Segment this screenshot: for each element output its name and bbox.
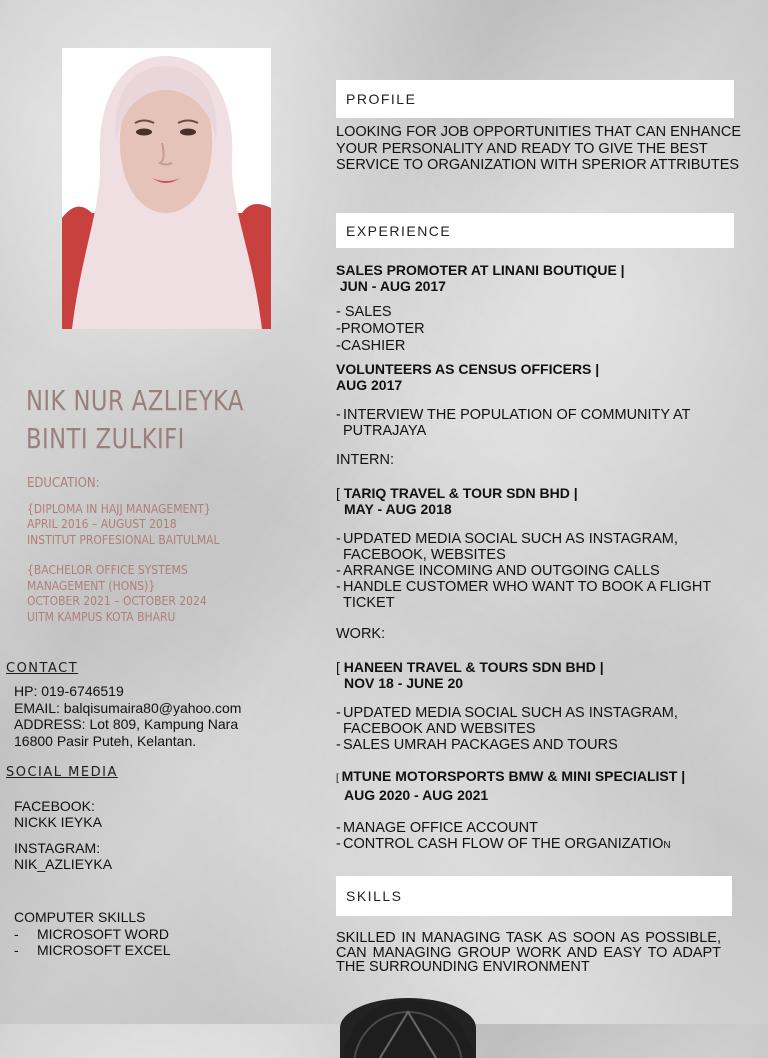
dash-bullet: - [336, 563, 341, 579]
profile-text: LOOKING FOR JOB OPPORTUNITIES THAT CAN ENHANCE YOUR PERSONALITY AND READY TO GIVE THE BEST SERVICE TO ORGANIZATION WITH SPERIOR ATTRIBUTES [336, 124, 741, 173]
education-line: {BACHELOR OFFICE SYSTEMS [27, 563, 188, 577]
experience-date: JUN - AUG 2017 [336, 278, 446, 294]
duty-item [336, 579, 751, 611]
skills-text: SKILLED IN MANAGING TASK AS SOON AS POSSIBLE, CAN MANAGING GROUP WORK AND EASY TO ADAPT THE SURROUNDING ENVIRONMENT [336, 930, 721, 975]
contact-email: EMAIL: balqisumaira80@yahoo.com [14, 699, 242, 716]
experience-entry-mtune [336, 768, 751, 803]
experience-title [336, 485, 751, 501]
computer-skills [14, 909, 171, 959]
computer-skill-text: MICROSOFT EXCEL [37, 942, 171, 958]
experience-date: MAY - AUG 2018 [344, 501, 452, 517]
dash-bullet: - [14, 925, 19, 942]
experience-company: MTUNE MOTORSPORTS BMW & MINI SPECIALIST | [341, 768, 686, 784]
name-line-1: NIK NUR AZLIEYKA [26, 384, 244, 417]
duty-item: - SALES [336, 304, 392, 320]
duty-item [336, 836, 751, 854]
experience-company: TARIQ TRAVEL & TOUR SDN BHD | [343, 485, 578, 501]
duty-text: MANAGE OFFICE ACCOUNT [343, 820, 538, 836]
duty-item [336, 407, 751, 439]
experience-duties-mtune [336, 820, 751, 854]
duty-item [336, 737, 751, 753]
bracket: [ [336, 659, 344, 675]
education-line: {DIPLOMA IN HAJJ MANAGEMENT} [27, 501, 211, 516]
duty-item: -CASHIER [336, 338, 406, 354]
bracket: [ [336, 485, 344, 501]
duty-text: HANDLE CUSTOMER WHO WANT TO BOOK A FLIGHT TICKET [343, 579, 711, 611]
experience-entry-tariq [336, 485, 751, 517]
contact-details [14, 683, 274, 749]
duty-text [343, 836, 671, 854]
experience-entry-haneen [336, 659, 751, 691]
profile-photo [62, 48, 271, 329]
instagram-group [14, 840, 274, 872]
dash-bullet: - [336, 737, 341, 753]
dash-bullet: - [336, 705, 341, 721]
education-line: MANAGEMENT (HONS)} [27, 578, 156, 593]
education-line: UITM KAMPUS KOTA BHARU [27, 609, 176, 624]
computer-skill-item [14, 926, 171, 943]
contact-address-line-1: ADDRESS: Lot 809, Kampung Nara [14, 716, 239, 732]
bracket: [ [336, 773, 342, 784]
education-line: APRIL 2016 – AUGUST 2018 [27, 517, 177, 531]
duty-text: INTERVIEW THE POPULATION OF COMMUNITY AT PUTRAJAYA [343, 407, 691, 439]
experience-company: HANEEN TRAVEL & TOURS SDN BHD | [343, 659, 604, 675]
facebook-value: NICKK IEYKA [14, 814, 102, 830]
education-section [27, 476, 317, 640]
duty-text: UPDATED MEDIA SOCIAL SUCH AS INSTAGRAM, FACEBOOK AND WEBSITES [343, 705, 678, 737]
duty-text: ARRANGE INCOMING AND OUTGOING CALLS [343, 563, 660, 579]
name-line-2: BINTI ZULKIFI [26, 422, 185, 455]
contact-address-line-2: 16800 Pasir Puteh, Kelantan. [14, 732, 197, 749]
experience-list [336, 262, 751, 854]
duty-item [336, 705, 751, 737]
education-entry-diploma [27, 502, 317, 549]
education-entry-bachelor [27, 563, 317, 625]
work-label: WORK: [336, 626, 386, 642]
experience-title: VOLUNTEERS AS CENSUS OFFICERS | [336, 361, 600, 377]
portrait-illustration [62, 48, 271, 329]
dash-bullet: - [336, 836, 341, 852]
experience-heading: EXPERIENCE [336, 213, 734, 248]
experience-title [336, 768, 751, 787]
education-line: OCTOBER 2021 – OCTOBER 2024 [27, 594, 207, 608]
social-media-title: SOCIAL MEDIA [6, 765, 118, 780]
experience-duties-linani [336, 304, 751, 355]
experience-entry-linani [336, 262, 751, 294]
dash-bullet: - [336, 531, 341, 547]
experience-duties-haneen [336, 705, 751, 753]
duty-text: SALES UMRAH PACKAGES AND TOURS [343, 737, 618, 753]
duty-item: -PROMOTER [336, 321, 425, 337]
computer-skill-text: MICROSOFT WORD [37, 925, 169, 942]
duty-text-main: CONTROL CASH FLOW OF THE ORGANIZATIO [343, 836, 664, 852]
badge-graphic [340, 998, 476, 1058]
experience-title: SALES PROMOTER AT LINANI BOUTIQUE | [336, 262, 625, 278]
experience-date: NOV 18 - JUNE 20 [344, 675, 464, 691]
education-line: INSTITUT PROFESIONAL BAITULMAL [27, 532, 220, 547]
duty-text: UPDATED MEDIA SOCIAL SUCH AS INSTAGRAM, FACEBOOK, WEBSITES [343, 531, 678, 563]
intern-label: INTERN: [336, 452, 394, 468]
education-label: EDUCATION: [27, 476, 100, 491]
dash-bullet: - [336, 579, 341, 595]
candidate-name [26, 382, 296, 458]
computer-skills-label: COMPUTER SKILLS [14, 909, 146, 925]
experience-date: AUG 2017 [336, 377, 403, 393]
experience-entry-census [336, 361, 751, 393]
duty-item [336, 531, 751, 563]
duty-item [336, 563, 751, 579]
social-media-details [14, 798, 274, 882]
profile-heading: PROFILE [336, 80, 734, 118]
dash-bullet: - [336, 407, 341, 423]
decorative-badge [340, 998, 476, 1058]
instagram-value: NIK_AZLIEYKA [14, 856, 113, 872]
instagram-label: INSTAGRAM: [14, 840, 101, 856]
duty-item [336, 820, 751, 836]
contact-title: CONTACT [6, 661, 79, 676]
duty-text-tail: N [663, 840, 671, 851]
experience-title [336, 659, 751, 675]
contact-phone: HP: 019-6746519 [14, 683, 124, 699]
skills-heading: SKILLS [336, 876, 732, 916]
facebook-group [14, 798, 274, 830]
experience-duties-tariq [336, 531, 751, 611]
experience-date: AUG 2020 - AUG 2021 [344, 787, 489, 803]
dash-bullet: - [14, 942, 19, 958]
computer-skill-item [14, 942, 171, 959]
dash-bullet: - [336, 820, 341, 836]
facebook-label: FACEBOOK: [14, 798, 95, 814]
